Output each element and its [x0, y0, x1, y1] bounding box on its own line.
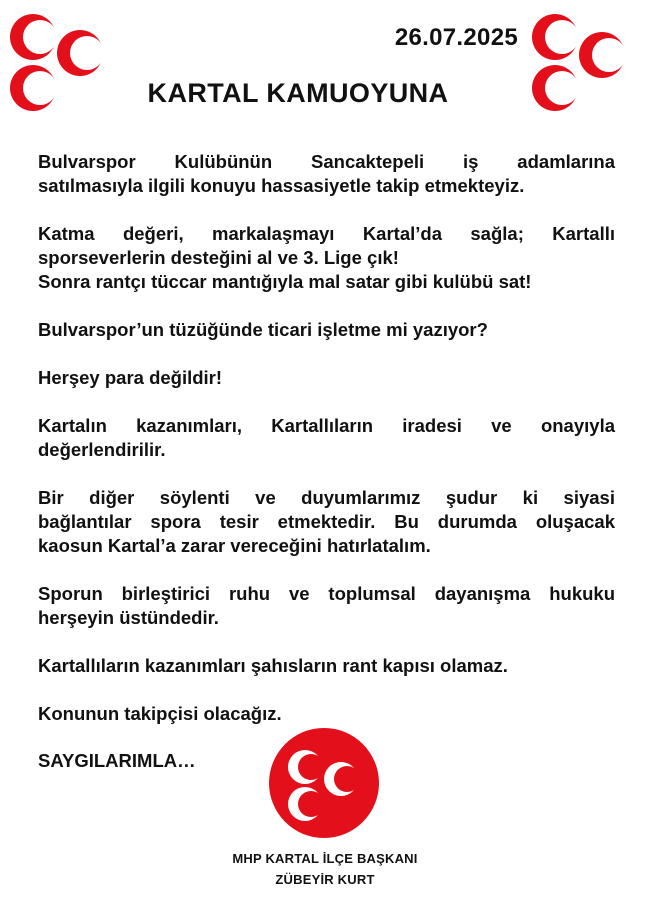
paragraph-line: Bir diğer söylenti ve duyumlarımız şudur ki siyasi [38, 487, 615, 508]
paragraph-line: kaosun Kartal’a zarar vereceğini hatırlatalım. [38, 535, 431, 556]
paragraph-line: sporseverlerin desteğini al ve 3. Lige çık! [38, 247, 399, 268]
paragraph-line: satılmasıyla ilgili konuyu hassasiyetle takip etmekteyiz. [38, 175, 525, 196]
paragraph [38, 366, 615, 390]
document-date: 26.07.2025 [394, 24, 518, 51]
paragraph [38, 150, 615, 198]
paragraph-line: Sporun birleştirici ruhu ve toplumsal dayanışma hukuku [38, 583, 615, 604]
paragraph [38, 654, 615, 678]
paragraph-line: Kartallıların kazanımları şahısların rant kapısı olamaz. [38, 655, 508, 676]
three-crescents-icon [528, 8, 640, 120]
paragraph [38, 486, 615, 558]
signature-block [200, 848, 450, 890]
paragraph [38, 414, 615, 462]
three-crescents-icon [6, 6, 118, 118]
paragraph-line: Kartalın kazanımları, Kartallıların iradesi ve onayıyla [38, 415, 615, 436]
closing-salutation: SAYGILARIMLA… [38, 750, 196, 771]
document-title: KARTAL KAMUOYUNA [147, 78, 449, 108]
paragraph-line: herşeyin üstündedir. [38, 607, 219, 628]
paragraph-line: Katma değeri, markalaşmayı Kartal’da sağla; Kartallı [38, 223, 615, 244]
paragraph [38, 702, 615, 726]
letter-body [38, 150, 615, 772]
signature-name: ZÜBEYİR KURT [275, 872, 375, 887]
paragraph-line: bağlantılar spora tesir etmektedir. Bu durumda oluşacak [38, 511, 615, 532]
paragraph [38, 582, 615, 630]
paragraph-line: değerlendirilir. [38, 439, 166, 460]
paragraph-line: Sonra rantçı tüccar mantığıyla mal satar gibi kulübü sat! [38, 271, 532, 292]
paragraph-line: Herşey para değildir! [38, 367, 223, 388]
paragraph-line: Konunun takipçisi olacağız. [38, 703, 282, 724]
paragraph-line: Bulvarspor Kulübünün Sancaktepeli iş adamlarına [38, 151, 615, 172]
paragraph-line: Bulvarspor’un tüzüğünde ticari işletme mi yazıyor? [38, 319, 488, 340]
three-crescents-emblem-icon [268, 727, 380, 839]
signature-title: MHP KARTAL İLÇE BAŞKANI [232, 851, 418, 866]
paragraph [38, 318, 615, 342]
paragraph [38, 222, 615, 294]
